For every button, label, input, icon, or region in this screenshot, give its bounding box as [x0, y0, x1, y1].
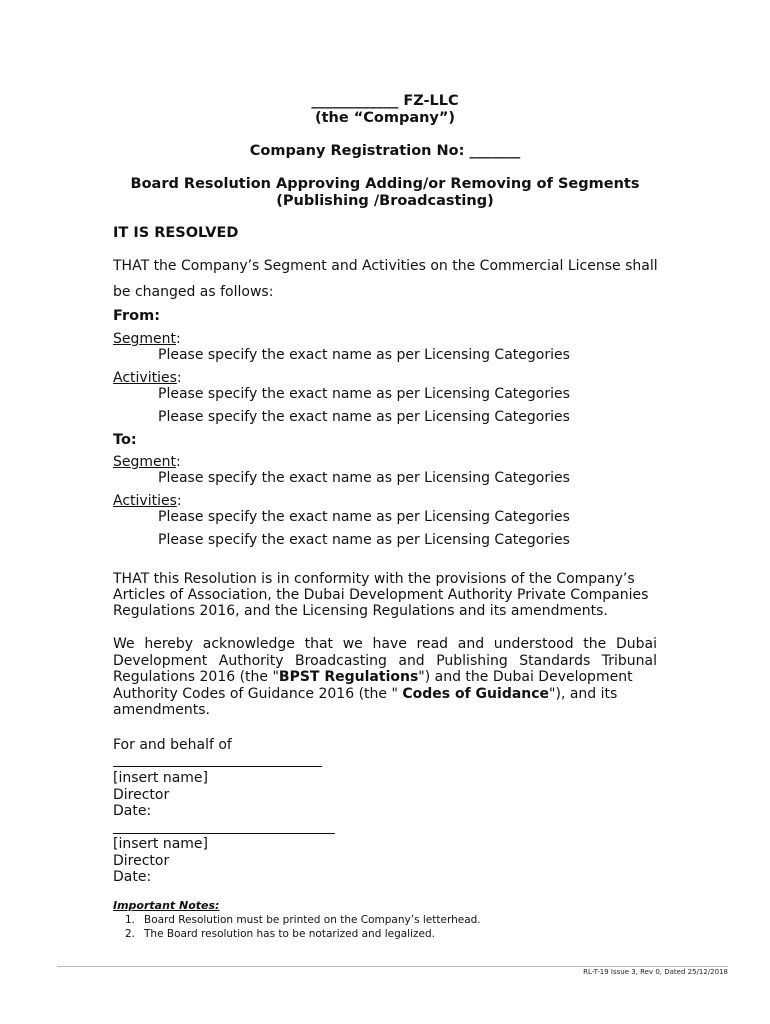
ack-line-3: [113, 669, 657, 686]
signature-line-2: [113, 833, 335, 834]
from-segment-label: [113, 331, 181, 348]
conformity-line-3: Regulations 2016, and the Licensing Regulations and its amendments.: [113, 603, 608, 619]
colon: :: [176, 454, 181, 470]
director-2: Director: [113, 853, 170, 869]
segment-label-text: Segment: [113, 454, 176, 470]
activities-label-text: Activities: [113, 370, 177, 386]
segment-label-text: Segment: [113, 331, 176, 347]
signature-line-1: [113, 766, 322, 767]
director-1: Director: [113, 787, 170, 803]
from-activities-label: [113, 370, 182, 387]
important-notes-title: Important Notes:: [113, 899, 220, 912]
note-item-2: [113, 927, 481, 941]
from-segment-value: Please specify the exact name as per Licensing Categories: [158, 347, 570, 363]
insert-name-1: [insert name]: [113, 770, 208, 786]
the-company-line: (the “Company”): [314, 110, 456, 126]
note-number-2: 2.: [124, 928, 135, 940]
ack-line-1: We hereby acknowledge that we have read and understood the Dubai: [113, 636, 657, 652]
to-segment-label: [113, 454, 181, 471]
note-text-1: Board Resolution must be printed on the Company’s letterhead.: [144, 914, 481, 926]
date-1: Date:: [113, 803, 152, 819]
ack-line-4: [113, 686, 657, 703]
ack-4-post: "), and its: [549, 685, 618, 702]
ack-line-5: amendments.: [113, 702, 210, 718]
activities-label-text: Activities: [113, 493, 177, 509]
to-activities-label: [113, 493, 182, 510]
that-line-2: be changed as follows:: [113, 284, 274, 300]
conformity-line-2: Articles of Association, the Dubai Development Authority Private Companies: [113, 587, 649, 603]
for-and-behalf-of: For and behalf of: [113, 737, 232, 753]
from-activity-2: Please specify the exact name as per Licensing Categories: [158, 409, 570, 425]
registration-line: Company Registration No: _______: [249, 143, 521, 159]
ack-line-4-text: [113, 686, 617, 703]
to-segment-value: Please specify the exact name as per Licensing Categories: [158, 470, 570, 486]
important-notes: [113, 899, 481, 941]
conformity-line-1: THAT this Resolution is in conformity with the provisions of the Company’s: [113, 571, 635, 587]
ack-line-3-text: [113, 669, 633, 686]
footer-divider: [57, 966, 728, 967]
ack-line-2: Development Authority Broadcasting and Publishing Standards Tribunal: [113, 652, 657, 669]
that-line-1: THAT the Company’s Segment and Activities on the Commercial License shall: [113, 258, 658, 274]
note-text-2: The Board resolution has to be notarized and legalized.: [144, 928, 435, 940]
ack-3-pre: Regulations 2016 (the ": [113, 669, 279, 685]
colon: :: [176, 370, 182, 386]
bpst-regulations-term: BPST Regulations: [278, 669, 419, 685]
to-activity-2: Please specify the exact name as per Licensing Categories: [158, 532, 570, 548]
note-item-1: [113, 913, 481, 927]
from-label: From:: [113, 308, 160, 324]
note-number-1: 1.: [124, 914, 135, 926]
from-activity-1: Please specify the exact name as per Licensing Categories: [158, 386, 570, 402]
resolution-subtitle: (Publishing /Broadcasting): [276, 193, 494, 209]
insert-name-2: [insert name]: [113, 836, 208, 852]
it-is-resolved-heading: IT IS RESOLVED: [113, 225, 239, 241]
colon: :: [176, 493, 182, 509]
acknowledgement-paragraph: [113, 636, 657, 719]
to-activity-1: Please specify the exact name as per Licensing Categories: [158, 509, 570, 525]
colon: :: [176, 331, 181, 347]
ack-4-pre: Authority Codes of Guidance 2016 (the ": [113, 685, 403, 702]
footer-reference: RL-T-19 Issue 3, Rev 0, Dated 25/12/2018: [583, 968, 728, 976]
date-2: Date:: [113, 869, 152, 885]
to-label: To:: [113, 432, 137, 448]
resolution-title: Board Resolution Approving Adding/or Removing of Segments: [130, 176, 640, 192]
codes-of-guidance-term: Codes of Guidance: [402, 685, 550, 702]
ack-3-post: ") and the Dubai Development: [418, 669, 633, 685]
company-name-line: ____________ FZ-LLC: [311, 93, 459, 109]
